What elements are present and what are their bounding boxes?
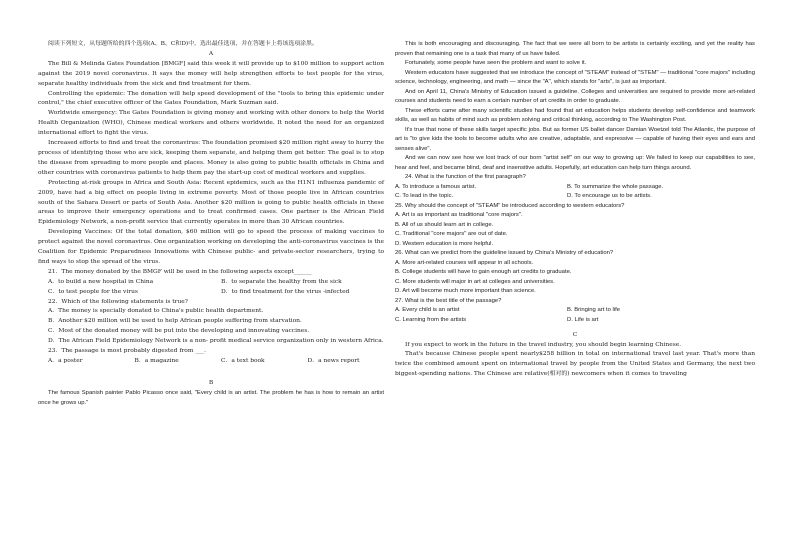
question-24-options bbox=[395, 183, 755, 193]
option-b: B. College students will have to gain enough art credits to graduate. bbox=[395, 269, 572, 275]
option-a: A. Every child is an artist bbox=[395, 307, 460, 313]
option-b: B. To summarize the whole passage. bbox=[567, 183, 664, 190]
passage-b-intro: The famous Spanish painter Pablo Picasso once said, "Every child is an artist. The problem he has is how to remain an artist once he grows up." bbox=[38, 389, 384, 406]
question-27-options bbox=[395, 306, 755, 316]
option-b: B．a magazine bbox=[134, 358, 179, 364]
option-d: D. Art will become much more important than science. bbox=[395, 288, 536, 294]
option-a: A．a poster bbox=[48, 358, 83, 364]
passage-a-paragraph: Worldwide emergency: The Gates Foundation is giving money and working with other donors to help the World Health Organization (WHO), Chinese medical workers and others worldwide. It noted the need for an organized international effort to fight the virus. bbox=[38, 110, 384, 137]
option-c: C．to test people for the virus bbox=[48, 288, 138, 295]
question-24-stem: 24. What is the function of the first paragraph? bbox=[405, 174, 526, 180]
option-c: C. Traditional "core majors" are out of date. bbox=[395, 231, 508, 237]
option-a: A. More art-related courses will appear in all schools. bbox=[395, 259, 534, 266]
passage-b-paragraph: And we can now see how we lost track of our born "artist self" on our way to growing up: We failed to keep our capabilities to see, hear and feel, and became blind, deaf and insensitive adults. Hopefully, art education can help turn things around. bbox=[395, 155, 755, 171]
passage-b-paragraph: It's true that none of these skills target specific jobs. But as former US ballet dancer Damian Woetzel told The Atlantic, the purpose of art is "to give kids the tools to become adults who are creative, adaptable, and expressive — capable of having their eyes and ears and senses alive". bbox=[395, 126, 755, 152]
option-b: B. All of us should learn art in college. bbox=[395, 221, 494, 228]
option-c: C. More students will major in art at colleges and universities. bbox=[395, 278, 555, 285]
option-d: D. To encourage us to be artists. bbox=[567, 193, 652, 199]
option-d: D．to find treatment for the virus -infected bbox=[221, 288, 350, 295]
option-b: B. Bringing art to life bbox=[567, 307, 621, 313]
option-a: A. Art is as important as traditional "core majors". bbox=[395, 212, 523, 218]
passage-b-paragraph: And on April 11, China's Ministry of Education issued a guideline. Colleges and universities are required to provide more art-related courses and students need to earn a certain number of art credits in order to graduate. bbox=[395, 88, 755, 104]
option-b: B．to separate the healthy from the sick bbox=[221, 278, 342, 285]
option-c: C．a text book bbox=[221, 358, 265, 364]
option-c: C．Most of the donated money will be put into the developing and innovating vaccines. bbox=[48, 328, 310, 335]
passage-b-paragraph: This is both encouraging and discouraging. The fact that we were all born to be artists is certainly exciting, and yet the reality has proven that remaining one is a task that many of us have failed. bbox=[395, 41, 755, 57]
passage-b-paragraph: These efforts came after many scientific studies had found that art education helps students develop self-confidence and teamwork skills, as well as habits of mind such as problem solving and critical thinking, according to The Washington Post. bbox=[395, 107, 755, 123]
option-d: D. Life is art bbox=[567, 316, 599, 323]
question-24-options bbox=[395, 192, 755, 202]
question-22-stem: 22．Which of the following statements is true? bbox=[48, 298, 188, 305]
passage-a-paragraph: Protecting at-risk groups in Africa and South Asia: Recent epidemics, such as the H1N1 influenza pandemic of 2009, have had a big effect on people living in extreme poverty. Most of those people live in African countries south of the Sahara Desert or parts of South Asia. Another $20 million is going to public health officials in these areas to improve their emergency operations and to treat confirmed cases. One partner is the African Field Epidemiology Network, a non-profit service that currently operates in more than 30 African countries. bbox=[38, 179, 384, 226]
question-25-stem: 25. Why should the concept of "STEAM" be introduced according to western educators? bbox=[395, 202, 625, 209]
passage-a-paragraph: Controlling the epidemic: The donation will help speed development of the "tools to bring this epidemic under control," the chief executive officer of the Gates Foundation, Mark Suzman said. bbox=[38, 90, 384, 107]
passage-b-label: B bbox=[208, 379, 214, 386]
option-b: B．Another $20 million will be used to help African people suffering from starvation. bbox=[48, 318, 302, 325]
option-c: C. To lead in the topic. bbox=[395, 193, 454, 199]
passage-a-paragraph: The Bill & Melinda Gates Foundation [BMGF] said this week it will provide up to $100 million to support action against the 2019 novel coronavirus. It says the money will help strengthen efforts to test people for the virus, separate healthy individuals from the sick and find treatment for them. bbox=[38, 60, 384, 87]
passage-a-paragraph: Developing Vaccines: Of the total donation, $60 million will go to speed the process of making vaccines to protect against the novel coronavirus. One organization working on developing the anti-coronavirus vaccines is the Coalition for Epidemic Preparedness Innovations with Chinese public- and private-sector researchers, trying to find ways to stop the spread of the virus. bbox=[38, 229, 384, 265]
question-21-options bbox=[38, 278, 384, 288]
passage-c-label: C bbox=[572, 332, 578, 338]
passage-c-paragraph: If you expect to work in the future in the travel industry, you should begin learning Chinese. bbox=[405, 341, 682, 348]
option-d: D．The African Field Epidemiology Network is a non- profit medical service organization only in western Africa. bbox=[48, 338, 384, 345]
question-21-options bbox=[38, 288, 384, 298]
option-a: A．to build a new hospital in China bbox=[48, 278, 154, 285]
option-a: A. To introduce a famous artist. bbox=[395, 183, 477, 190]
option-a: A．The money is specially donated to China's public health department. bbox=[48, 308, 264, 315]
instruction: 阅读下列短文，从每题所给的四个选项(A、B、C和D)中，选出最佳选项，并在答题卡上将该选项涂黑。 bbox=[48, 41, 318, 47]
option-c: C. Learning from the artists bbox=[395, 316, 467, 323]
passage-b-paragraph: Western educators have suggested that we introduce the concept of "STEAM" instead of "STEM" — traditional "core majors" including science, technology, engineering, and math — since the "A", which stands for "arts", is just as important. bbox=[395, 69, 755, 85]
passage-b-paragraph: Fortunately, some people have seen the problem and want to solve it. bbox=[405, 60, 587, 66]
passage-a-label: A bbox=[208, 50, 214, 57]
question-27-stem: 27. What is the best title of the passage? bbox=[395, 297, 502, 304]
left-column bbox=[38, 40, 384, 409]
question-23-options bbox=[38, 357, 384, 367]
passage-c-paragraph: That's because Chinese people spent nearly$258 billion in total on international travel last year. That's more than twice the combined amount spent on international travel by people from the United States and Germany, the next two biggest-spending nations. The Chinese are relative(相对的) newcomers when it comes to traveling bbox=[395, 351, 755, 378]
question-23-stem: 23．The passage is most probably digested from ___. bbox=[48, 348, 207, 355]
question-27-options bbox=[395, 316, 755, 326]
option-d: D. Western education is more helpful. bbox=[395, 240, 494, 247]
passage-a-paragraph: Increased efforts to find and treat the coronavirus: The foundation promised $20 million right away to hurry the process of identifying those who are sick, keeping them separate, and helping them get better. The goal is to stop the disease from spreading to more people and places. Money is also going to public health officials in China and other countries with coronavirus patients to help them pay the start-up cost of medical workers and supplies. bbox=[38, 140, 384, 176]
question-26-stem: 26. What can we predict from the guideline issued by China's Ministry of education? bbox=[395, 250, 614, 256]
right-column bbox=[395, 40, 755, 380]
option-d: D．a news report bbox=[307, 358, 360, 364]
question-21-stem: 21．The money donated by the BMGF will be used in the following aspects except______ bbox=[48, 268, 312, 275]
